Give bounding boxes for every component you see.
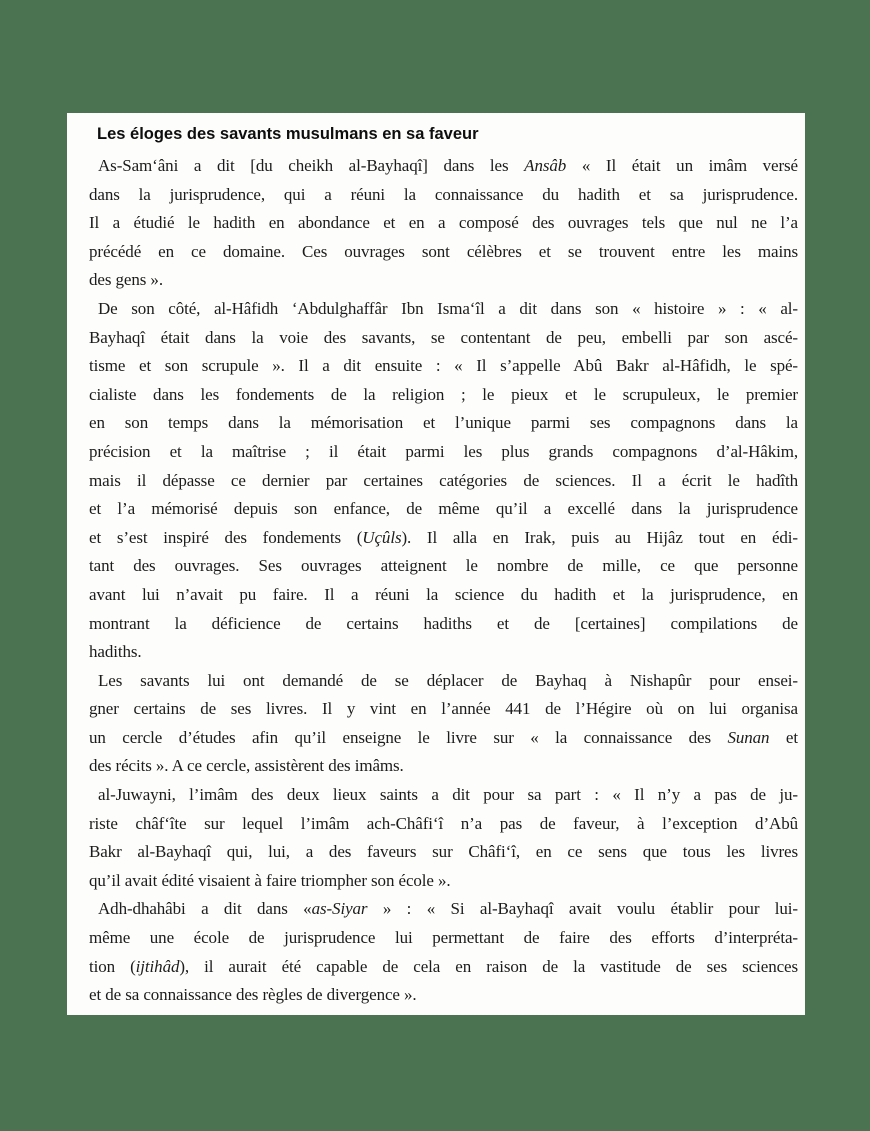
text-run: même une école de jurisprudence lui permettant de faire des efforts d’interpréta- <box>89 928 798 948</box>
text-run: précision et la maîtrise ; il était parmi les plus grands compagnons d’al-Hâkim, <box>89 441 798 461</box>
text-run: précédé en ce domaine. Ces ouvrages sont célèbres et se trouvent entre les mains <box>89 241 798 261</box>
italic-text-run: ijtihâd <box>135 956 180 976</box>
document-page <box>67 113 805 1015</box>
text-line <box>89 352 798 381</box>
section-heading: Les éloges des savants musulmans en sa faveur <box>97 125 479 143</box>
italic-text-run: as-Siyar <box>311 899 368 919</box>
italic-text-run: Uçûls <box>362 527 402 547</box>
text-run: avant lui n’avait pu faire. Il a réuni la science du hadith et la jurisprudence, en <box>89 584 798 604</box>
text-run: des gens ». <box>89 270 163 290</box>
text-line <box>89 495 798 524</box>
text-line <box>89 810 798 839</box>
text-line <box>89 552 798 581</box>
text-run: riste châf‘îte sur lequel l’imâm ach-Châfi‘î n’a pas de faveur, à l’exception d’Abû <box>89 813 798 833</box>
text-run: qu’il avait édité visaient à faire triompher son école ». <box>89 870 451 890</box>
italic-text-run: Sunan <box>727 727 770 747</box>
text-line <box>89 838 798 867</box>
text-run: al-Juwayni, l’imâm des deux lieux saints a dit pour sa part : « Il n’y a pas de ju- <box>98 785 798 805</box>
text-run: gner certains de ses livres. Il y vint en l’année 441 de l’Hégire où on lui organisa <box>89 699 798 719</box>
text-line <box>89 524 798 553</box>
text-run: ), il aurait été capable de cela en raison de la vastitude de ses sciences <box>179 956 798 976</box>
text-run: As-Sam‘âni a dit [du cheikh al-Bayhaqî] dans les <box>98 156 525 175</box>
text-run: De son côté, al-Hâfidh ‘Abdulghaffâr Ibn Isma‘îl a dit dans son « histoire » : « al- <box>98 298 798 318</box>
text-line <box>89 181 798 210</box>
text-run: dans la jurisprudence, qui a réuni la connaissance du hadith et sa jurisprudence. <box>89 184 798 204</box>
text-run: Adh-dhahâbi a dit dans « <box>98 899 312 919</box>
text-line <box>89 467 798 496</box>
paragraph <box>89 667 798 781</box>
text-line <box>89 981 798 1010</box>
paragraph <box>89 895 798 1009</box>
text-run: Les savants lui ont demandé de se déplacer de Bayhaq à Nishapûr pour ensei- <box>98 670 798 690</box>
italic-text-run: Ansâb <box>524 156 567 175</box>
paragraph <box>89 152 798 295</box>
text-run: mais il dépasse ce dernier par certaines catégories de sciences. Il a écrit le hadîth <box>89 470 798 490</box>
text-run: un cercle d’études afin qu’il enseigne le livre sur « la connaissance des <box>89 727 728 747</box>
text-run: et s’est inspiré des fondements ( <box>89 527 363 547</box>
text-line <box>89 209 798 238</box>
text-line <box>89 438 798 467</box>
text-line <box>89 752 798 781</box>
text-line <box>89 724 798 753</box>
paragraph <box>89 781 798 895</box>
text-run: Bayhaqî était dans la voie des savants, se contentant de peu, embelli par son ascé- <box>89 327 798 347</box>
text-run: « Il était un imâm versé <box>566 156 798 175</box>
text-run: Bakr al-Bayhaqî qui, lui, a des faveurs sur Châfi‘î, en ce sens que tous les livres <box>89 842 798 862</box>
article-body <box>89 152 798 1010</box>
text-line <box>89 152 798 181</box>
text-line <box>89 610 798 639</box>
text-run: cialiste dans les fondements de la religion ; le pieux et le scrupuleux, le premier <box>89 384 798 404</box>
text-run: et l’a mémorisé depuis son enfance, de même qu’il a excellé dans la jurisprudence <box>89 499 798 519</box>
paragraph <box>89 295 798 667</box>
text-run: hadiths. <box>89 642 142 662</box>
text-run: tant des ouvrages. Ses ouvrages atteignent le nombre de mille, ce que personne <box>89 556 798 576</box>
text-run: Il a étudié le hadith en abondance et en a composé des ouvrages tels que nul ne l’a <box>89 213 798 233</box>
text-run: montrant la déficience de certains hadiths et de [certaines] compilations de <box>89 613 798 633</box>
text-run: et <box>769 727 798 747</box>
text-line <box>89 924 798 953</box>
text-run: en son temps dans la mémorisation et l’unique parmi ses compagnons dans la <box>89 413 798 433</box>
text-line <box>89 409 798 438</box>
text-line <box>89 667 798 696</box>
text-run: des récits ». A ce cercle, assistèrent des imâms. <box>89 756 404 776</box>
text-run: » : « Si al-Bayhaqî avait voulu établir pour lui- <box>367 899 798 919</box>
text-line <box>89 238 798 267</box>
text-line <box>89 581 798 610</box>
text-run: tion ( <box>89 956 136 976</box>
text-line <box>89 295 798 324</box>
text-line <box>89 266 798 295</box>
text-run: et de sa connaissance des règles de divergence ». <box>89 985 417 1005</box>
text-line <box>89 867 798 896</box>
text-line <box>89 781 798 810</box>
text-line <box>89 638 798 667</box>
text-line <box>89 953 798 982</box>
text-run: ). Il alla en Irak, puis au Hijâz tout en édi- <box>401 527 798 547</box>
text-line <box>89 381 798 410</box>
text-run: tisme et son scrupule ». Il a dit ensuite : « Il s’appelle Abû Bakr al-Hâfidh, le spé- <box>89 356 798 376</box>
text-line <box>89 324 798 353</box>
text-line <box>89 695 798 724</box>
text-line <box>89 895 798 924</box>
